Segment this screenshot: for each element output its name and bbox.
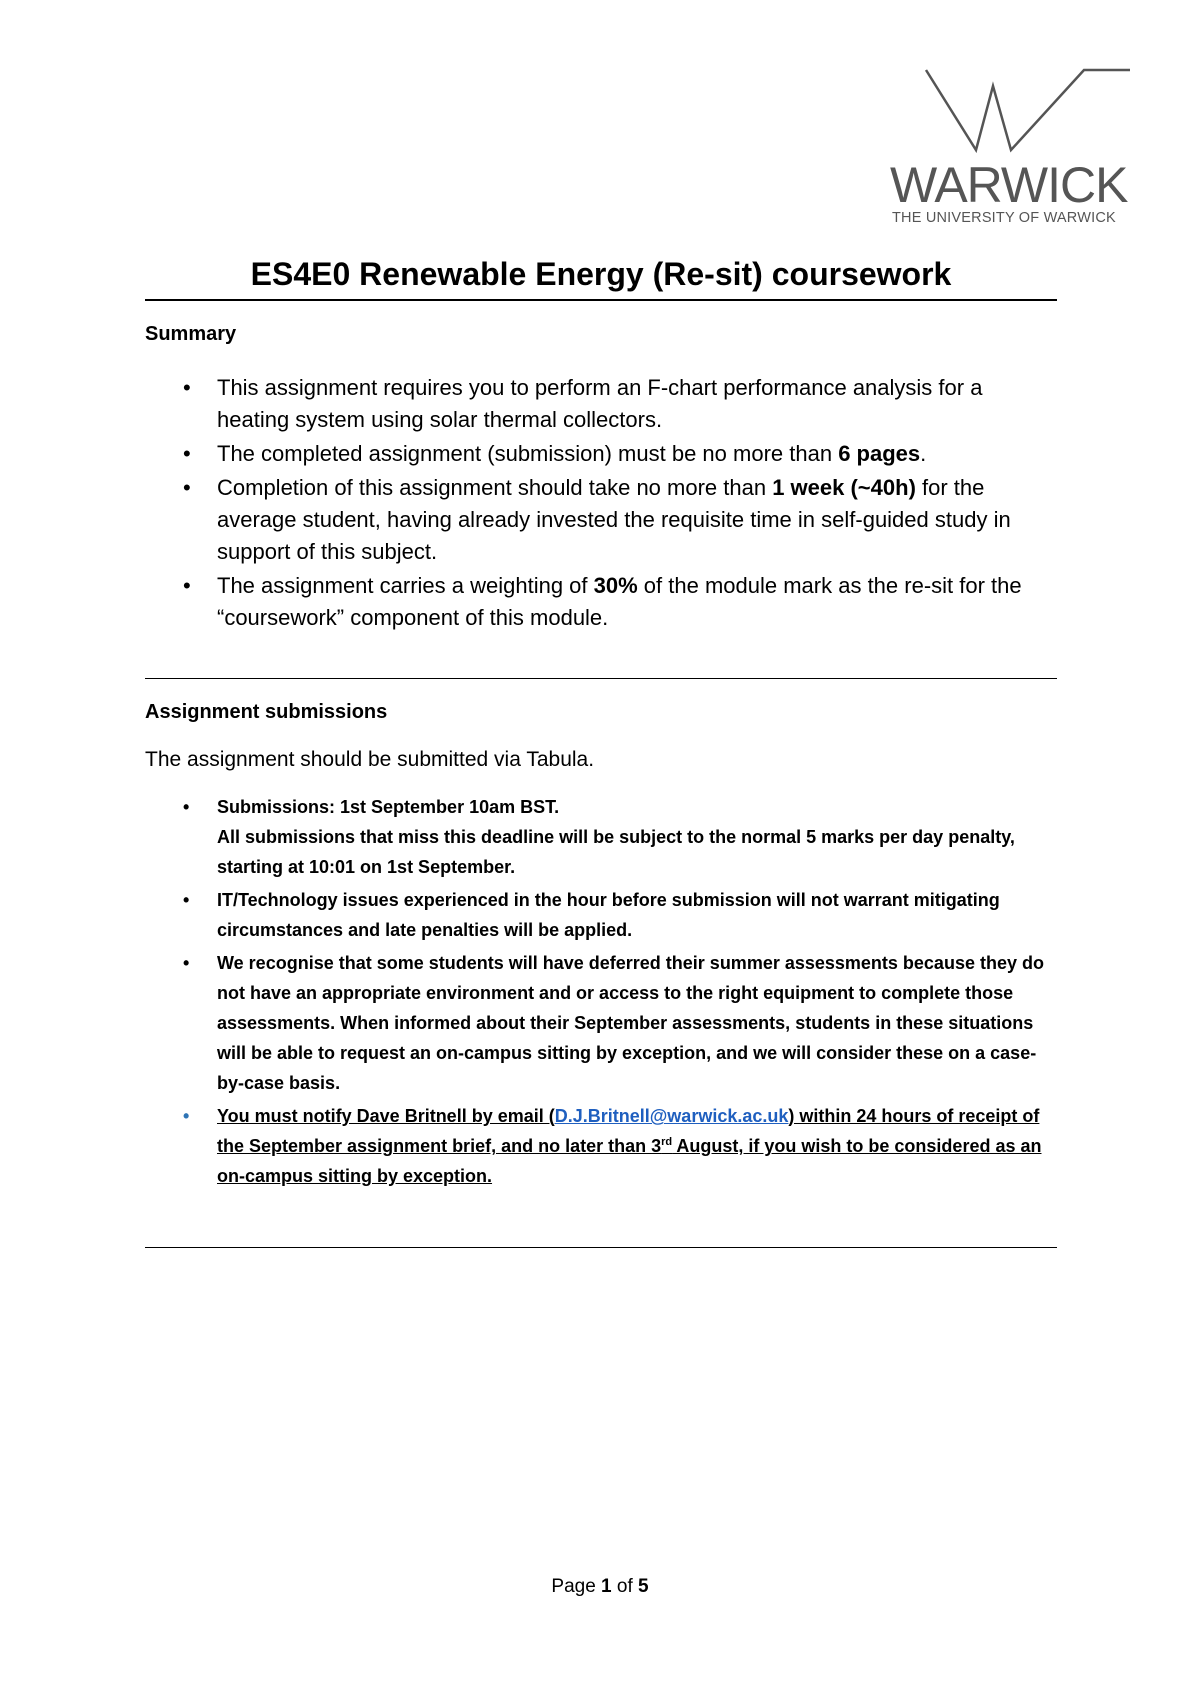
summary-list [145, 372, 1057, 634]
submissions-intro: The assignment should be submitted via Tabula. [145, 748, 595, 772]
list-item: • IT/Technology issues experienced in the hour before submission will not warrant mitigating circumstances and late penalties will be applied. [145, 885, 1057, 945]
list-item: • We recognise that some students will have deferred their summer assessments because they do not have an appropriate environment and or access to the right equipment to complete those assessments. When informed about their September assessments, students in these situations will be able to request an on-campus sitting by exception, and we will consider these on a case-by-case basis. [145, 948, 1057, 1098]
list-item: • The completed assignment (submission) must be no more than 6 pages. [145, 438, 1057, 470]
page-title: ES4E0 Renewable Energy (Re-sit) coursework [145, 255, 1057, 301]
summary-heading: Summary [145, 323, 237, 346]
logo-wordmark: WARWICK [890, 157, 1128, 213]
list-item: • This assignment requires you to perform an F-chart performance analysis for a heating system using solar thermal collectors. [145, 372, 1057, 436]
section-divider [145, 1247, 1057, 1248]
page-footer: Page 1 of 5 [551, 1576, 649, 1597]
document-body [145, 255, 1057, 1248]
logo-subtitle: THE UNIVERSITY OF WARWICK [892, 210, 1116, 226]
list-item: • You must notify Dave Britnell by email (D.J.Britnell@warwick.ac.uk) within 24 hours of receipt of the September assignment brief, and no later than 3rd August, if you wish to be considered as an on-campus sitting by exception. [145, 1101, 1057, 1191]
list-item: • The assignment carries a weighting of 30% of the module mark as the re-sit for the “coursework” component of this module. [145, 570, 1057, 634]
section-divider [145, 678, 1057, 679]
submissions-heading: Assignment submissions [145, 701, 388, 724]
email-link[interactable]: D.J.Britnell@warwick.ac.uk [554, 1106, 789, 1127]
list-item: • Completion of this assignment should take no more than 1 week (~40h) for the average student, having already invested the requisite time in self-guided study in support of this subject. [145, 472, 1057, 568]
submissions-list [145, 792, 1057, 1191]
warwick-logo [880, 64, 1130, 234]
list-item: • Submissions: 1st September 10am BST. All submissions that miss this deadline will be subject to the normal 5 marks per day penalty, starting at 10:01 on 1st September. [145, 792, 1057, 882]
warwick-logo-mark-icon [880, 64, 1130, 164]
